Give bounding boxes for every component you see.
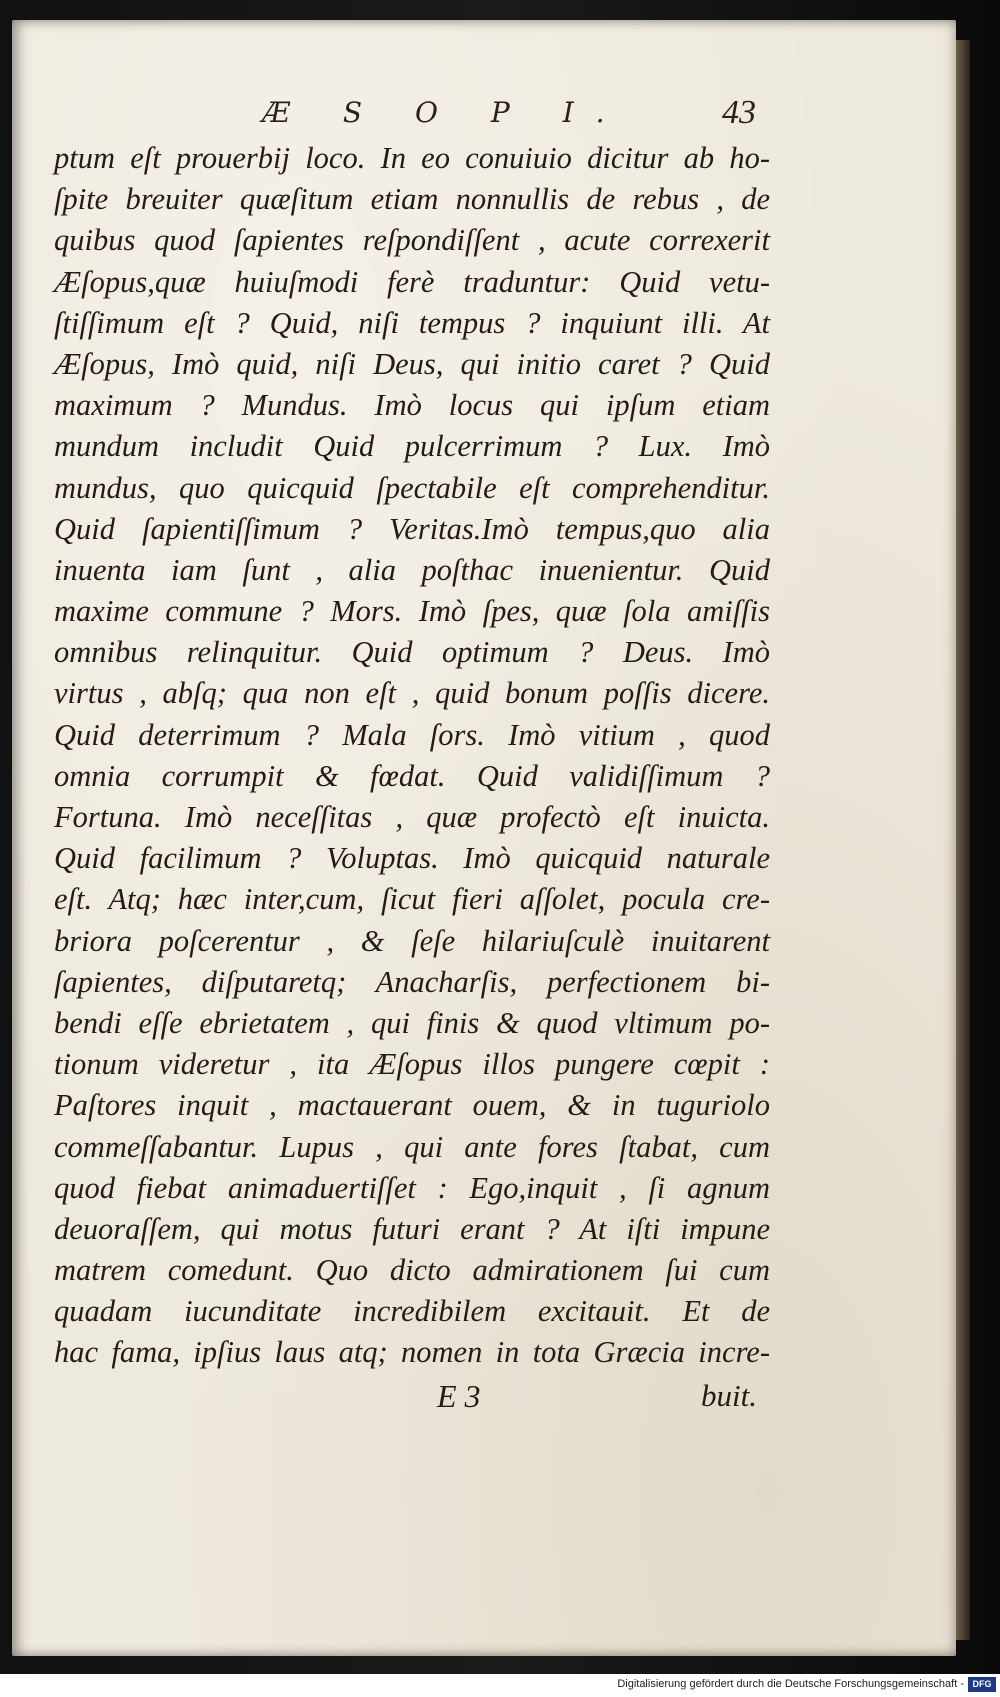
text-line: commeſſabantur. Lupus , qui ante fores ſtabat, cum xyxy=(54,1129,770,1164)
text-line: maxime commune ? Mors. Imò ſpes, quæ ſola amiſſis xyxy=(54,594,770,629)
text-line: mundum includit Quid pulcerrimum ? Lux. Imò xyxy=(54,429,770,464)
catchword: buit. xyxy=(701,1378,757,1413)
text-line: eſt. Atq; hæc inter,cum, ſicut fieri aſſolet, pocula cre- xyxy=(54,882,770,917)
text-line: matrem comedunt. Quo dicto admirationem ſui cum xyxy=(54,1253,770,1288)
text-line: Fortuna. Imò neceſſitas , quæ profectò eſt inuicta. xyxy=(54,800,770,834)
text-line: inuenta iam ſunt , alia poſthac inuenientur. Quid xyxy=(54,552,770,587)
footer-credit: Digitalisierung gefördert durch die Deutsche Forschungsgemeinschaft - xyxy=(617,1678,964,1690)
text-line: briora poſcerentur , & ſeſe hilariuſculè inuitarent xyxy=(54,923,770,958)
text-line: omnia corrumpit & fœdat. Quid validiſſimum ? xyxy=(54,758,770,793)
text-line: maximum ? Mundus. Imò locus qui ipſum etiam xyxy=(54,388,770,423)
text-line: quibus quod ſapientes reſpondiſſent , acute correxerit xyxy=(54,223,770,258)
text-line: Quid ſapientiſſimum ? Veritas.Imò tempus,quo alia xyxy=(54,511,770,546)
text-line: quadam iucunditate incredibilem excitauit. Et de xyxy=(54,1294,770,1329)
text-line: ſtiſſimum eſt ? Quid, niſi tempus ? inquiunt illi. At xyxy=(54,305,770,340)
dfg-logo: DFG xyxy=(968,1677,996,1692)
text-line: Quid deterrimum ? Mala ſors. Imò vitium , quod xyxy=(54,717,770,752)
text-line: ſpite breuiter quæſitum etiam nonnullis de rebus , de xyxy=(54,182,770,217)
text-line: tionum videretur , ita Æſopus illos pungere cœpit : xyxy=(54,1047,770,1082)
text-line: deuoraſſem, qui motus futuri erant ? At iſti impune xyxy=(54,1211,770,1246)
text-line: omnibus relinquitur. Quid optimum ? Deus. Imò xyxy=(54,635,770,670)
text-line: virtus , abſq; qua non eſt , quid bonum poſſis dicere. xyxy=(54,676,770,711)
text-line: mundus, quo quicquid ſpectabile eſt comprehenditur. xyxy=(54,470,770,505)
page-number: 43 xyxy=(722,94,756,131)
signature-mark: E 3 xyxy=(437,1378,481,1414)
text-line: hac fama, ipſius laus atq; nomen in tota Græcia incre- xyxy=(54,1335,770,1370)
text-line: Quid facilimum ? Voluptas. Imò quicquid naturale xyxy=(54,841,770,876)
text-line: ſapientes, diſputaretq; Anacharſis, perfectionem bi- xyxy=(54,964,770,999)
running-head: Æ S O P I. xyxy=(262,96,627,129)
text-line: bendi eſſe ebrietatem , qui finis & quod vltimum po- xyxy=(54,1005,770,1040)
text-line: quod fiebat animaduertiſſet : Ego,inquit , ſi agnum xyxy=(54,1170,770,1205)
text-line: Æſopus, Imò quid, niſi Deus, qui initio caret ? Quid xyxy=(54,346,770,381)
text-line: Æſopus,quæ huiuſmodi ferè traduntur: Quid vetu- xyxy=(54,264,770,299)
text-line: ptum eſt prouerbij loco. In eo conuiuio dicitur ab ho- xyxy=(54,141,770,175)
text-line: Paſtores inquit , mactauerant ouem, & in tuguriolo xyxy=(54,1088,770,1123)
page-fore-edge xyxy=(956,40,970,1640)
body-text xyxy=(54,138,770,1374)
